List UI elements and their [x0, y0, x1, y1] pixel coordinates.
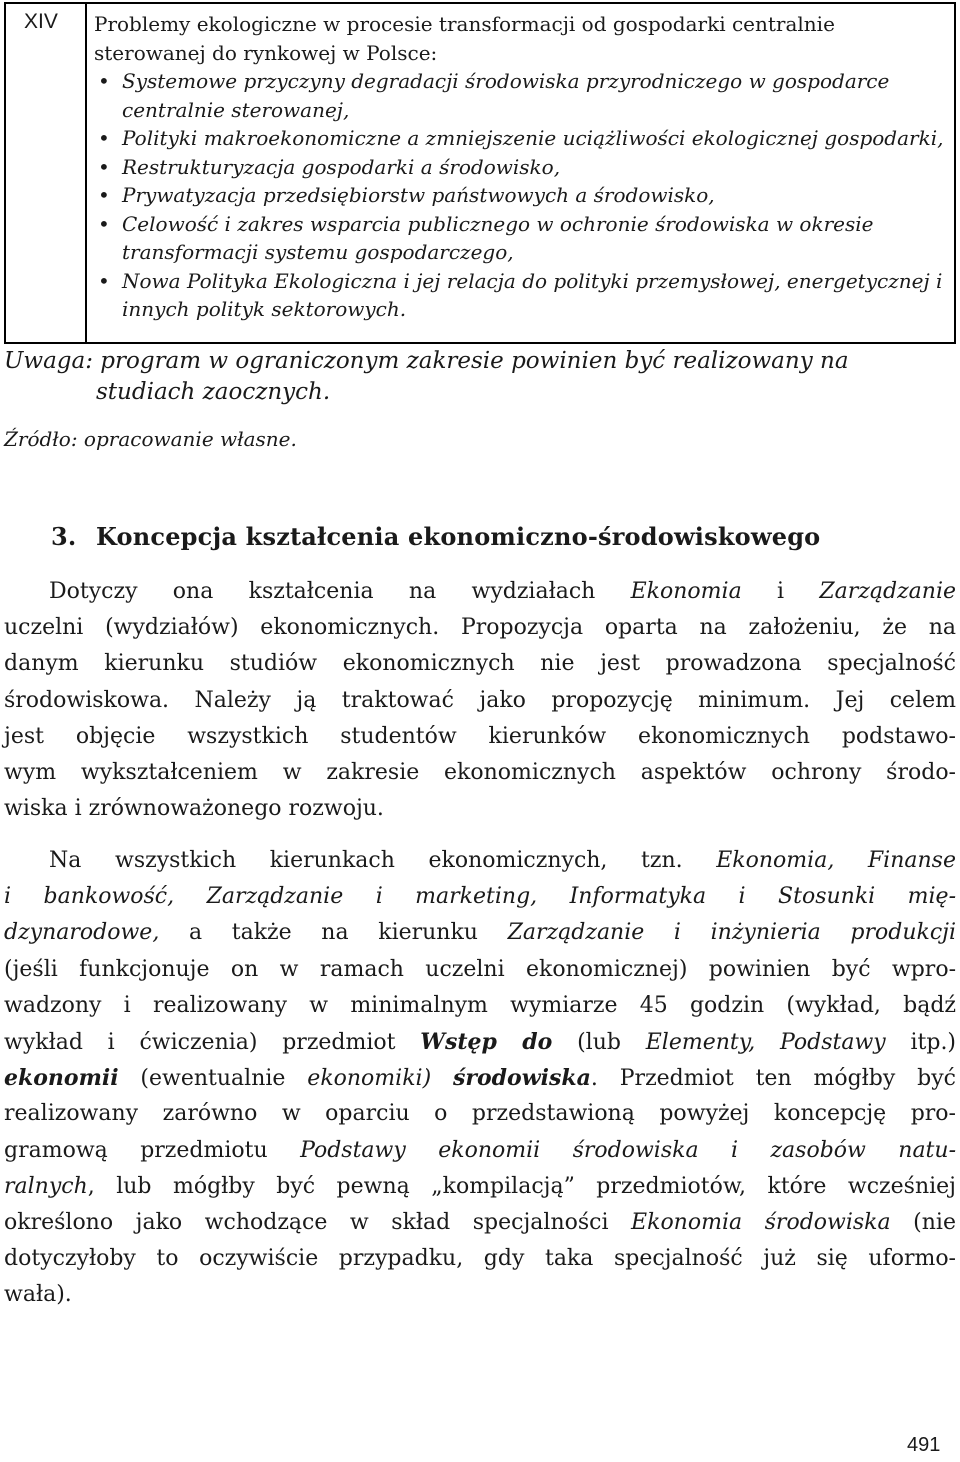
bullet-icon: •	[98, 211, 110, 236]
bullet-icon: •	[98, 69, 110, 93]
text-line: środowiskowa. Należy ją traktować jako propozycję minimum. Jej celem	[4, 687, 956, 713]
list-item: • Systemowe przyczyny degradacji środowiska przyrodniczego w gospodarce centralnie sterowanej,	[98, 69, 890, 122]
note-line-1: Uwaga: program w ograniczonym zakresie powinien być realizowany na	[4, 348, 849, 374]
text-line: wym wykształceniem w zakresie ekonomicznych aspektów ochrony środo-	[4, 759, 956, 785]
note	[4, 346, 944, 408]
text-line: wykład i ćwiczenia) przedmiot Wstęp do (lub Elementy, Podstawy itp.)	[4, 1028, 957, 1055]
topic-list	[94, 67, 946, 324]
bullet-icon: •	[98, 126, 110, 150]
text-line: Na wszystkich kierunkach ekonomicznych, tzn. Ekonomia, Finanse	[49, 848, 956, 873]
list-item: • Restrukturyzacja gospodarki a środowisko,	[94, 153, 946, 182]
text-line: (jeśli funkcjonuje on w ramach uczelni ekonomicznej) powinien być wpro-	[4, 956, 956, 982]
text-line: ralnych, lub mógłby być pewną „kompilacją” przedmiotów, które wcześniej	[4, 1173, 956, 1199]
source-note: Źródło: opracowanie własne.	[4, 427, 297, 451]
text-line: wiska i zrównoważonego rozwoju.	[4, 796, 384, 822]
table-topic-cell	[94, 10, 946, 324]
text-line: określono jako wchodzące w skład specjalności Ekonomia środowiska (nie	[4, 1209, 956, 1235]
text-line: realizowany zarówno w oparciu o przedstawioną powyżej koncepcję pro-	[4, 1101, 956, 1127]
bullet-icon: •	[98, 154, 110, 179]
text-line: wadzony i realizowany w minimalnym wymiarze 45 godzin (wykład, bądź	[4, 992, 956, 1018]
list-item: • Celowość i zakres wsparcia publicznego w ochronie środowiska w okresie transformacji systemu gospodarczego,	[98, 211, 874, 264]
table-row-number: XIV	[24, 10, 58, 33]
paragraph-1	[4, 574, 956, 827]
text-line: gramową przedmiotu Podstawy ekonomii środowiska i zasobów natu-	[4, 1137, 956, 1163]
text-line: dzynarodowe, a także na kierunku Zarządzanie i inżynieria produkcji	[4, 920, 956, 946]
text-line: wała).	[4, 1282, 72, 1308]
text-line: jest objęcie wszystkich studentów kierunków ekonomicznych podstawo-	[4, 723, 956, 749]
list-item: • Prywatyzacja przedsiębiorstw państwowych a środowisko,	[94, 181, 946, 210]
text-line: i bankowość, Zarządzanie i marketing, Informatyka i Stosunki mię-	[4, 884, 956, 910]
page-number: 491	[907, 1434, 941, 1456]
bullet-icon: •	[98, 268, 110, 293]
section-heading	[51, 522, 820, 551]
topic-intro: Problemy ekologiczne w procesie transformacji od gospodarki centralnie sterowanej do rynkowej w Polsce:	[94, 12, 835, 65]
text-line: uczelni (wydziałów) ekonomicznych. Propozycja oparta na założeniu, że na	[4, 615, 956, 641]
text-line: ekonomii (ewentualnie ekonomiki) środowiska. Przedmiot ten mógłby być	[4, 1065, 956, 1092]
note-line-2: studiach zaocznych.	[96, 379, 331, 405]
bullet-icon: •	[98, 183, 110, 207]
list-item: • Polityki makroekonomiczne a zmniejszenie uciążliwości ekologicznej gospodarki,	[94, 124, 946, 153]
paragraph-2	[4, 843, 956, 1313]
section-title: Koncepcja kształcenia ekonomiczno-środowiskowego	[96, 522, 821, 551]
text-line: danym kierunku studiów ekonomicznych nie jest prowadzona specjalność	[4, 651, 956, 677]
table-column-divider	[85, 4, 87, 342]
section-number: 3.	[51, 522, 77, 551]
topics-table	[4, 2, 956, 344]
text-line: dotyczyłoby to oczywiście przypadku, gdy taka specjalność już się uformo-	[4, 1246, 956, 1272]
list-item: • Nowa Polityka Ekologiczna i jej relacja do polityki przemysłowej, energetycznej i innych polityk sektorowych.	[98, 268, 943, 321]
text-line: Dotyczy ona kształcenia na wydziałach Ekonomia i Zarządzanie	[49, 579, 956, 604]
